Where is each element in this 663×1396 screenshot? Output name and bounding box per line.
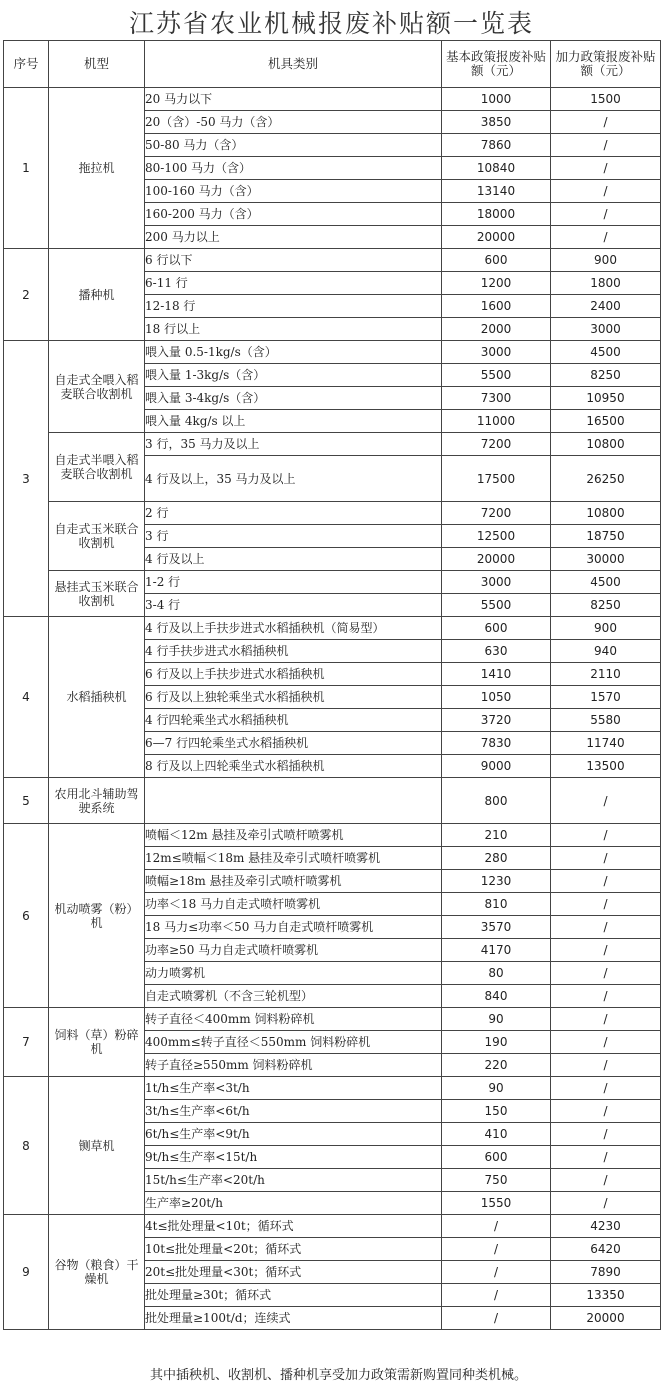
extra-subsidy-cell: / — [551, 226, 661, 249]
table-row — [4, 778, 661, 824]
machine-subtype: 自走式玉米联合收割机 — [49, 502, 145, 571]
base-subsidy-cell: 90 — [442, 1077, 551, 1100]
category-cell: 50-80 马力（含） — [145, 134, 442, 157]
extra-subsidy-cell: / — [551, 916, 661, 939]
base-subsidy-cell: 1230 — [442, 870, 551, 893]
machine-subtype: 自走式全喂入稻麦联合收割机 — [49, 341, 145, 433]
extra-subsidy-cell: 10800 — [551, 433, 661, 456]
category-cell: 6-11 行 — [145, 272, 442, 295]
category-cell: 喷幅＜12m 悬挂及牵引式喷杆喷雾机 — [145, 824, 442, 847]
category-cell: 自走式喷雾机（不含三轮机型） — [145, 985, 442, 1008]
extra-subsidy-cell: / — [551, 157, 661, 180]
category-cell: 12m≤喷幅＜18m 悬挂及牵引式喷杆喷雾机 — [145, 847, 442, 870]
row-number: 9 — [4, 1215, 49, 1330]
extra-subsidy-cell: / — [551, 1008, 661, 1031]
category-cell: 6 行及以上独轮乘坐式水稻插秧机 — [145, 686, 442, 709]
base-subsidy-cell: 1550 — [442, 1192, 551, 1215]
table-row — [4, 617, 661, 640]
category-cell: 4 行及以上 — [145, 548, 442, 571]
extra-subsidy-cell: 18750 — [551, 525, 661, 548]
footnote: 其中插秧机、收割机、播种机享受加力政策需新购置同种类机械。 — [150, 1368, 528, 1383]
base-subsidy-cell: 220 — [442, 1054, 551, 1077]
row-number: 7 — [4, 1008, 49, 1077]
extra-subsidy-cell: / — [551, 824, 661, 847]
header-category: 机具类别 — [145, 41, 442, 88]
base-subsidy-cell: 7830 — [442, 732, 551, 755]
category-cell: 80-100 马力（含） — [145, 157, 442, 180]
extra-subsidy-cell: 30000 — [551, 548, 661, 571]
table-row — [4, 1008, 661, 1031]
base-subsidy-cell: 150 — [442, 1100, 551, 1123]
base-subsidy-cell: 2000 — [442, 318, 551, 341]
extra-subsidy-cell: / — [551, 1146, 661, 1169]
extra-subsidy-cell: 6420 — [551, 1238, 661, 1261]
base-subsidy-cell: 5500 — [442, 594, 551, 617]
extra-subsidy-cell: 10800 — [551, 502, 661, 525]
base-subsidy-cell: 3570 — [442, 916, 551, 939]
category-cell: 160-200 马力（含） — [145, 203, 442, 226]
extra-subsidy-cell: 16500 — [551, 410, 661, 433]
category-cell: 1t/h≤生产率<3t/h — [145, 1077, 442, 1100]
machine-subtype: 悬挂式玉米联合收割机 — [49, 571, 145, 617]
base-subsidy-cell: 20000 — [442, 548, 551, 571]
table-row — [4, 249, 661, 272]
extra-subsidy-cell: / — [551, 180, 661, 203]
category-cell: 3 行 — [145, 525, 442, 548]
category-cell: 2 行 — [145, 502, 442, 525]
category-cell — [145, 778, 442, 824]
category-cell: 3-4 行 — [145, 594, 442, 617]
category-cell: 6 行以下 — [145, 249, 442, 272]
base-subsidy-cell: 12500 — [442, 525, 551, 548]
base-subsidy-cell: 10840 — [442, 157, 551, 180]
table-row — [4, 88, 661, 111]
subsidy-table — [3, 40, 661, 1330]
extra-subsidy-cell: 5580 — [551, 709, 661, 732]
category-cell: 20（含）-50 马力（含） — [145, 111, 442, 134]
category-cell: 1-2 行 — [145, 571, 442, 594]
base-subsidy-cell: 20000 — [442, 226, 551, 249]
category-cell: 400mm≤转子直径＜550mm 饲料粉碎机 — [145, 1031, 442, 1054]
base-subsidy-cell: 7860 — [442, 134, 551, 157]
base-subsidy-cell: / — [442, 1238, 551, 1261]
category-cell: 10t≤批处理量<20t；循环式 — [145, 1238, 442, 1261]
extra-subsidy-cell: 2400 — [551, 295, 661, 318]
extra-subsidy-cell: / — [551, 962, 661, 985]
base-subsidy-cell: / — [442, 1284, 551, 1307]
machine-type: 铡草机 — [49, 1077, 145, 1215]
header-row — [4, 41, 661, 88]
table-row — [4, 824, 661, 847]
row-number: 2 — [4, 249, 49, 341]
row-number: 8 — [4, 1077, 49, 1215]
base-subsidy-cell: / — [442, 1215, 551, 1238]
base-subsidy-cell: 1050 — [442, 686, 551, 709]
base-subsidy-cell: 840 — [442, 985, 551, 1008]
table-row — [4, 1077, 661, 1100]
header-model: 机型 — [49, 41, 145, 88]
base-subsidy-cell: 410 — [442, 1123, 551, 1146]
row-number: 4 — [4, 617, 49, 778]
category-cell: 功率＜18 马力自走式喷杆喷雾机 — [145, 893, 442, 916]
category-cell: 功率≥50 马力自走式喷杆喷雾机 — [145, 939, 442, 962]
base-subsidy-cell: 7200 — [442, 502, 551, 525]
base-subsidy-cell: 11000 — [442, 410, 551, 433]
extra-subsidy-cell: / — [551, 893, 661, 916]
base-subsidy-cell: 1600 — [442, 295, 551, 318]
extra-subsidy-cell: 3000 — [551, 318, 661, 341]
category-cell: 生产率≥20t/h — [145, 1192, 442, 1215]
row-number: 1 — [4, 88, 49, 249]
extra-subsidy-cell: / — [551, 939, 661, 962]
extra-subsidy-cell: 13350 — [551, 1284, 661, 1307]
base-subsidy-cell: 280 — [442, 847, 551, 870]
base-subsidy-cell: 1200 — [442, 272, 551, 295]
header-no: 序号 — [4, 41, 49, 88]
base-subsidy-cell: 210 — [442, 824, 551, 847]
base-subsidy-cell: 810 — [442, 893, 551, 916]
machine-subtype: 自走式半喂入稻麦联合收割机 — [49, 433, 145, 502]
extra-subsidy-cell: 1500 — [551, 88, 661, 111]
category-cell: 喂入量 0.5-1kg/s（含） — [145, 341, 442, 364]
base-subsidy-cell: 3850 — [442, 111, 551, 134]
machine-type: 机动喷雾（粉）机 — [49, 824, 145, 1008]
table-body — [4, 88, 661, 1330]
category-cell: 4 行四轮乘坐式水稻插秧机 — [145, 709, 442, 732]
row-number: 3 — [4, 341, 49, 617]
base-subsidy-cell: 7200 — [442, 433, 551, 456]
extra-subsidy-cell: 1570 — [551, 686, 661, 709]
category-cell: 转子直径≥550mm 饲料粉碎机 — [145, 1054, 442, 1077]
category-cell: 18 行以上 — [145, 318, 442, 341]
extra-subsidy-cell: / — [551, 870, 661, 893]
base-subsidy-cell: 600 — [442, 617, 551, 640]
extra-subsidy-cell: 7890 — [551, 1261, 661, 1284]
extra-subsidy-cell: 900 — [551, 617, 661, 640]
base-subsidy-cell: 4170 — [442, 939, 551, 962]
header-extra-subsidy: 加力政策报废补贴额（元） — [551, 41, 661, 88]
category-cell: 3t/h≤生产率<6t/h — [145, 1100, 442, 1123]
extra-subsidy-cell: 26250 — [551, 456, 661, 502]
machine-type: 饲料（草）粉碎机 — [49, 1008, 145, 1077]
base-subsidy-cell: 600 — [442, 249, 551, 272]
category-cell: 6—7 行四轮乘坐式水稻插秧机 — [145, 732, 442, 755]
extra-subsidy-cell: 900 — [551, 249, 661, 272]
base-subsidy-cell: 9000 — [442, 755, 551, 778]
extra-subsidy-cell: / — [551, 847, 661, 870]
category-cell: 喷幅≥18m 悬挂及牵引式喷杆喷雾机 — [145, 870, 442, 893]
row-number: 6 — [4, 824, 49, 1008]
category-cell: 100-160 马力（含） — [145, 180, 442, 203]
category-cell: 8 行及以上四轮乘坐式水稻插秧机 — [145, 755, 442, 778]
extra-subsidy-cell: / — [551, 1192, 661, 1215]
row-number: 5 — [4, 778, 49, 824]
table-row — [4, 1215, 661, 1238]
machine-type: 拖拉机 — [49, 88, 145, 249]
base-subsidy-cell: 18000 — [442, 203, 551, 226]
category-cell: 15t/h≤生产率<20t/h — [145, 1169, 442, 1192]
category-cell: 喂入量 4kg/s 以上 — [145, 410, 442, 433]
extra-subsidy-cell: / — [551, 1100, 661, 1123]
category-cell: 动力喷雾机 — [145, 962, 442, 985]
base-subsidy-cell: 600 — [442, 1146, 551, 1169]
extra-subsidy-cell: 1800 — [551, 272, 661, 295]
base-subsidy-cell: 90 — [442, 1008, 551, 1031]
extra-subsidy-cell: 4500 — [551, 341, 661, 364]
base-subsidy-cell: 800 — [442, 778, 551, 824]
base-subsidy-cell: 17500 — [442, 456, 551, 502]
header-base-subsidy: 基本政策报废补贴额（元） — [442, 41, 551, 88]
category-cell: 20 马力以下 — [145, 88, 442, 111]
category-cell: 批处理量≥100t/d；连续式 — [145, 1307, 442, 1330]
category-cell: 3 行，35 马力及以上 — [145, 433, 442, 456]
base-subsidy-cell: 3720 — [442, 709, 551, 732]
category-cell: 6 行及以上手扶步进式水稻插秧机 — [145, 663, 442, 686]
extra-subsidy-cell: / — [551, 1077, 661, 1100]
base-subsidy-cell: 750 — [442, 1169, 551, 1192]
base-subsidy-cell: 190 — [442, 1031, 551, 1054]
base-subsidy-cell: 1000 — [442, 88, 551, 111]
base-subsidy-cell: / — [442, 1307, 551, 1330]
table-row — [4, 433, 661, 456]
category-cell: 9t/h≤生产率<15t/h — [145, 1146, 442, 1169]
extra-subsidy-cell: / — [551, 778, 661, 824]
category-cell: 200 马力以上 — [145, 226, 442, 249]
extra-subsidy-cell: / — [551, 1123, 661, 1146]
category-cell: 转子直径＜400mm 饲料粉碎机 — [145, 1008, 442, 1031]
category-cell: 20t≤批处理量<30t；循环式 — [145, 1261, 442, 1284]
extra-subsidy-cell: / — [551, 134, 661, 157]
base-subsidy-cell: 13140 — [442, 180, 551, 203]
category-cell: 6t/h≤生产率<9t/h — [145, 1123, 442, 1146]
extra-subsidy-cell: / — [551, 111, 661, 134]
extra-subsidy-cell: / — [551, 1169, 661, 1192]
category-cell: 喂入量 3-4kg/s（含） — [145, 387, 442, 410]
base-subsidy-cell: 80 — [442, 962, 551, 985]
extra-subsidy-cell: 8250 — [551, 364, 661, 387]
category-cell: 4 行及以上手扶步进式水稻插秧机（简易型） — [145, 617, 442, 640]
extra-subsidy-cell: 940 — [551, 640, 661, 663]
extra-subsidy-cell: 4500 — [551, 571, 661, 594]
base-subsidy-cell: 3000 — [442, 341, 551, 364]
category-cell: 4 行及以上，35 马力及以上 — [145, 456, 442, 502]
base-subsidy-cell: / — [442, 1261, 551, 1284]
extra-subsidy-cell: / — [551, 1031, 661, 1054]
extra-subsidy-cell: 4230 — [551, 1215, 661, 1238]
extra-subsidy-cell: 2110 — [551, 663, 661, 686]
category-cell: 喂入量 1-3kg/s（含） — [145, 364, 442, 387]
extra-subsidy-cell: / — [551, 985, 661, 1008]
category-cell: 批处理量≥30t；循环式 — [145, 1284, 442, 1307]
extra-subsidy-cell: 8250 — [551, 594, 661, 617]
table-row — [4, 571, 661, 594]
base-subsidy-cell: 5500 — [442, 364, 551, 387]
extra-subsidy-cell: 20000 — [551, 1307, 661, 1330]
base-subsidy-cell: 3000 — [442, 571, 551, 594]
base-subsidy-cell: 630 — [442, 640, 551, 663]
category-cell: 4 行手扶步进式水稻插秧机 — [145, 640, 442, 663]
machine-type: 谷物（粮食）干燥机 — [49, 1215, 145, 1330]
table-row — [4, 502, 661, 525]
extra-subsidy-cell: / — [551, 203, 661, 226]
extra-subsidy-cell: 13500 — [551, 755, 661, 778]
page-title: 江苏省农业机械报废补贴额一览表 — [128, 9, 534, 38]
base-subsidy-cell: 1410 — [442, 663, 551, 686]
category-cell: 18 马力≤功率＜50 马力自走式喷杆喷雾机 — [145, 916, 442, 939]
category-cell: 4t≤批处理量<10t；循环式 — [145, 1215, 442, 1238]
machine-type: 播种机 — [49, 249, 145, 341]
extra-subsidy-cell: 10950 — [551, 387, 661, 410]
table-row — [4, 341, 661, 364]
extra-subsidy-cell: 11740 — [551, 732, 661, 755]
category-cell: 12-18 行 — [145, 295, 442, 318]
machine-type: 水稻插秧机 — [49, 617, 145, 778]
machine-type: 农用北斗辅助驾驶系统 — [49, 778, 145, 824]
extra-subsidy-cell: / — [551, 1054, 661, 1077]
base-subsidy-cell: 7300 — [442, 387, 551, 410]
